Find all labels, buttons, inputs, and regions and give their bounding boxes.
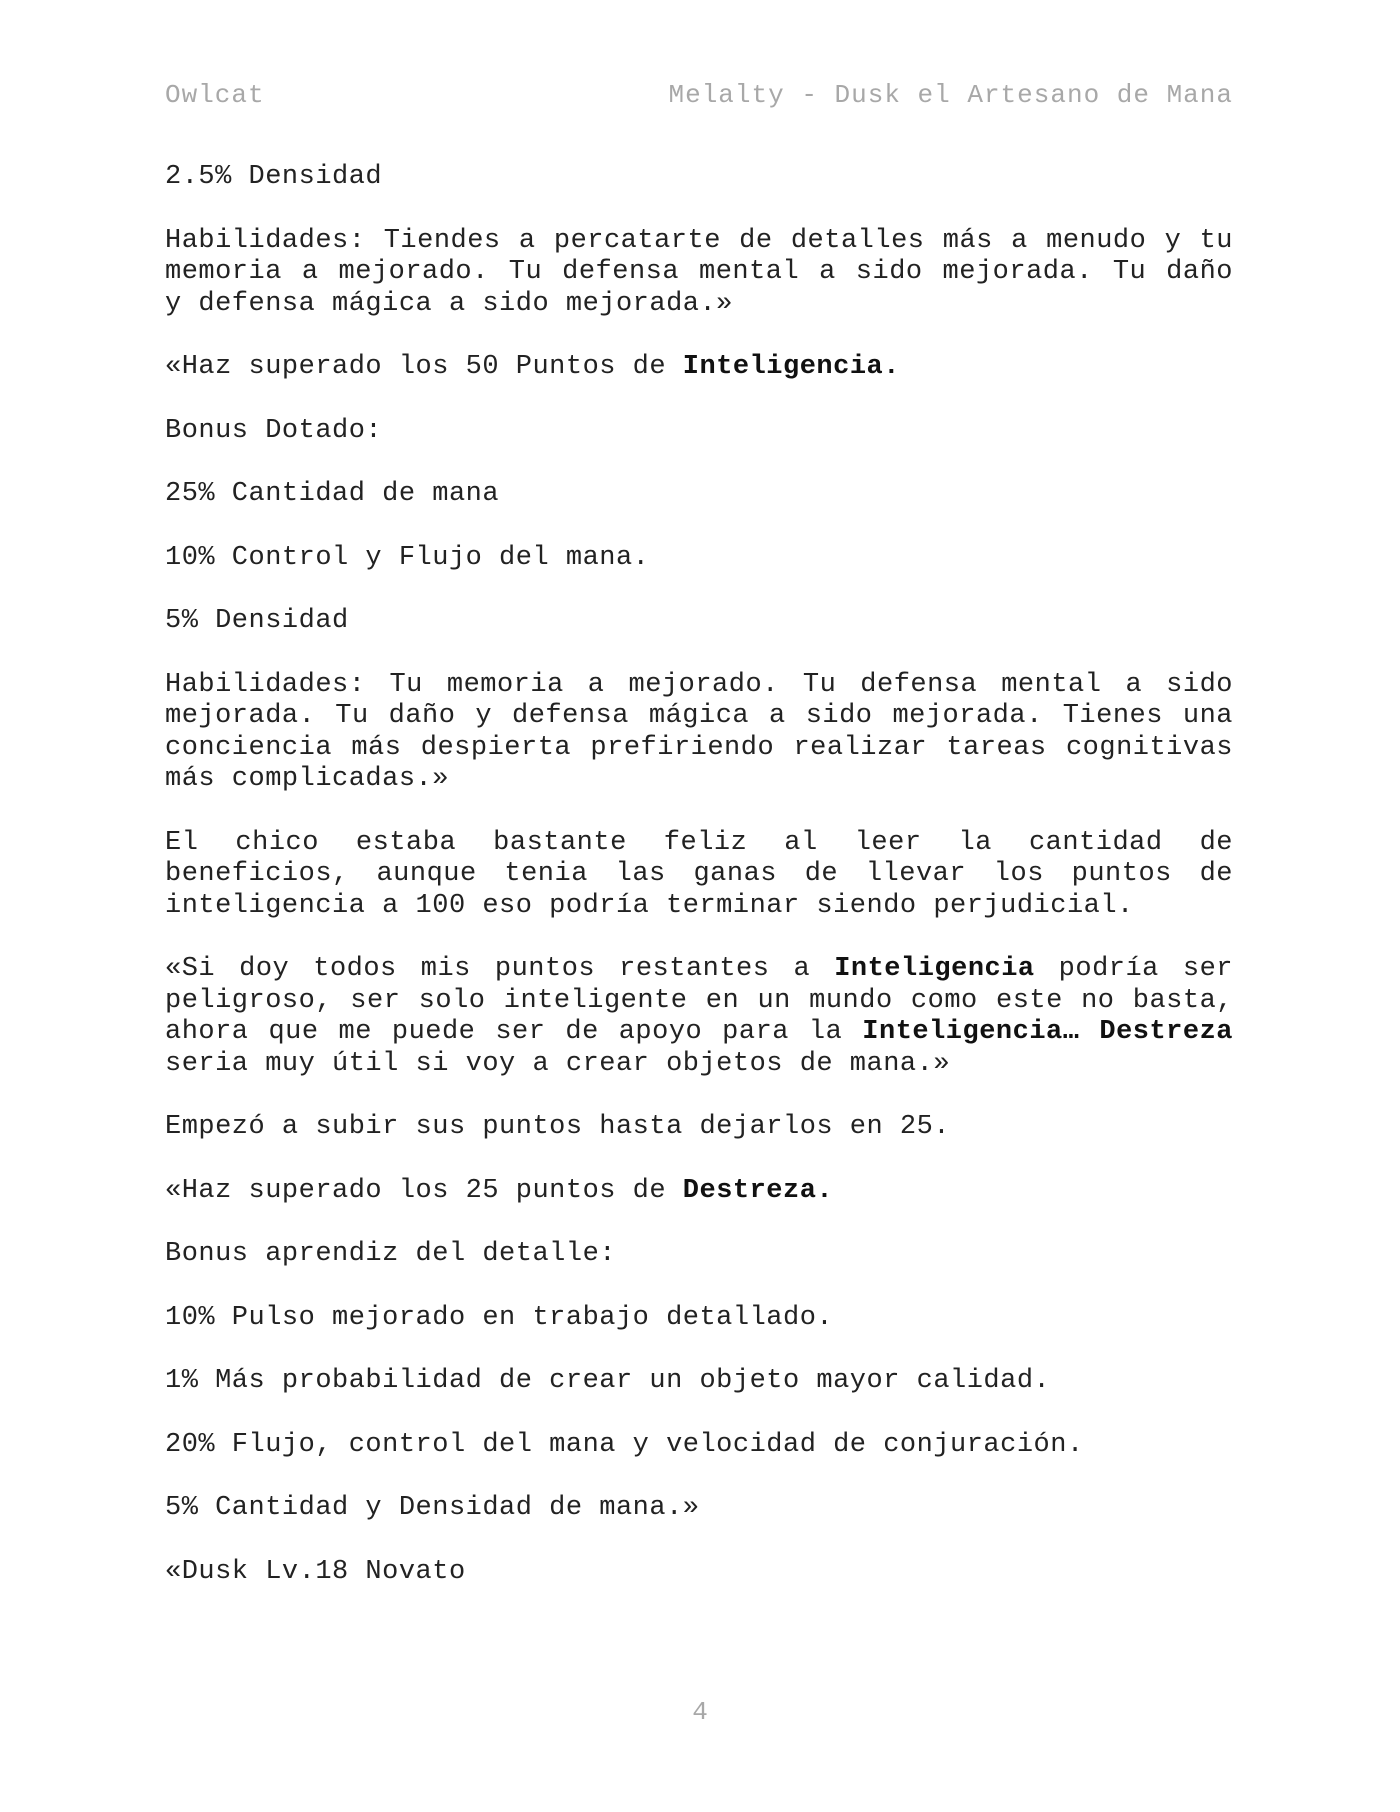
bold-text: Destreza. bbox=[682, 1175, 834, 1206]
page-number: 4 bbox=[692, 1697, 708, 1727]
text-segment: podría ser peligroso, ser solo inteligente en un mundo como este no basta, ahora que me puede ser de apoyo para la bbox=[165, 954, 1233, 1047]
paragraph bbox=[165, 606, 1233, 638]
paragraph bbox=[165, 479, 1233, 511]
paragraph bbox=[165, 954, 1233, 1080]
text-segment: 2.5% Densidad bbox=[165, 162, 383, 192]
paragraph bbox=[165, 543, 1233, 575]
paragraph bbox=[165, 352, 1233, 384]
text-segment: Habilidades: Tiendes a percatarte de detalles más a menudo y tu memoria a mejorado. Tu defensa mental a sido mejorada. Tu daño y defensa mágica a sido mejorada.» bbox=[165, 225, 1233, 319]
text-segment: Bonus Dotado: bbox=[165, 415, 383, 446]
text-segment: 10% Control y Flujo del mana. bbox=[165, 542, 650, 573]
text-segment: 5% Cantidad y Densidad de mana.» bbox=[165, 1493, 700, 1523]
text-segment: 1% Más probabilidad de crear un objeto mayor calidad. bbox=[165, 1366, 1051, 1396]
text-segment: «Si doy todos mis puntos restantes a bbox=[165, 954, 835, 984]
paragraph bbox=[165, 828, 1233, 923]
text-segment: 5% Densidad bbox=[165, 606, 349, 636]
header-title: Melalty - Dusk el Artesano de Mana bbox=[668, 80, 1233, 110]
paragraph bbox=[165, 226, 1233, 321]
text-segment: «Dusk Lv.18 Novato bbox=[165, 1556, 466, 1587]
paragraph bbox=[165, 162, 1233, 194]
text-segment: El chico estaba bastante feliz al leer la cantidad de beneficios, aunque tenia las ganas de llevar los puntos de inteligencia a 100 eso podría terminar siendo perjudicial. bbox=[165, 827, 1233, 921]
paragraph bbox=[165, 1112, 1233, 1144]
paragraph bbox=[165, 1366, 1233, 1398]
text-segment: Bonus aprendiz del detalle: bbox=[165, 1239, 616, 1269]
paragraph bbox=[165, 670, 1233, 796]
header-author: Owlcat bbox=[165, 80, 265, 110]
paragraph bbox=[165, 1493, 1233, 1525]
paragraph bbox=[165, 416, 1233, 448]
text-segment: 10% Pulso mejorado en trabajo detallado. bbox=[165, 1302, 834, 1333]
paragraph bbox=[165, 1303, 1233, 1335]
text-segment: «Haz superado los 25 puntos de bbox=[165, 1175, 683, 1206]
page-header bbox=[165, 80, 1233, 110]
page-body bbox=[165, 162, 1233, 1620]
text-segment: «Haz superado los 50 Puntos de bbox=[165, 352, 683, 382]
paragraph bbox=[165, 1176, 1233, 1208]
bold-text: Inteligencia bbox=[834, 954, 1035, 984]
text-segment: seria muy útil si voy a crear objetos de mana.» bbox=[165, 1048, 951, 1079]
text-segment: Habilidades: Tu memoria a mejorado. Tu defensa mental a sido mejorada. Tu daño y defensa mágica a sido mejorada. Tienes una conciencia más despierta prefiriendo realizar tareas cognitivas más complicadas.» bbox=[165, 669, 1233, 794]
paragraph bbox=[165, 1239, 1233, 1271]
paragraph bbox=[165, 1430, 1233, 1462]
text-segment: 20% Flujo, control del mana y velocidad de conjuración. bbox=[165, 1429, 1084, 1460]
bold-text: Inteligencia. bbox=[682, 352, 900, 382]
text-segment: Empezó a subir sus puntos hasta dejarlos en 25. bbox=[165, 1112, 951, 1142]
text-segment: 25% Cantidad de mana bbox=[165, 479, 500, 509]
paragraph bbox=[165, 1557, 1233, 1589]
bold-text: Inteligencia… Destreza bbox=[862, 1017, 1233, 1047]
